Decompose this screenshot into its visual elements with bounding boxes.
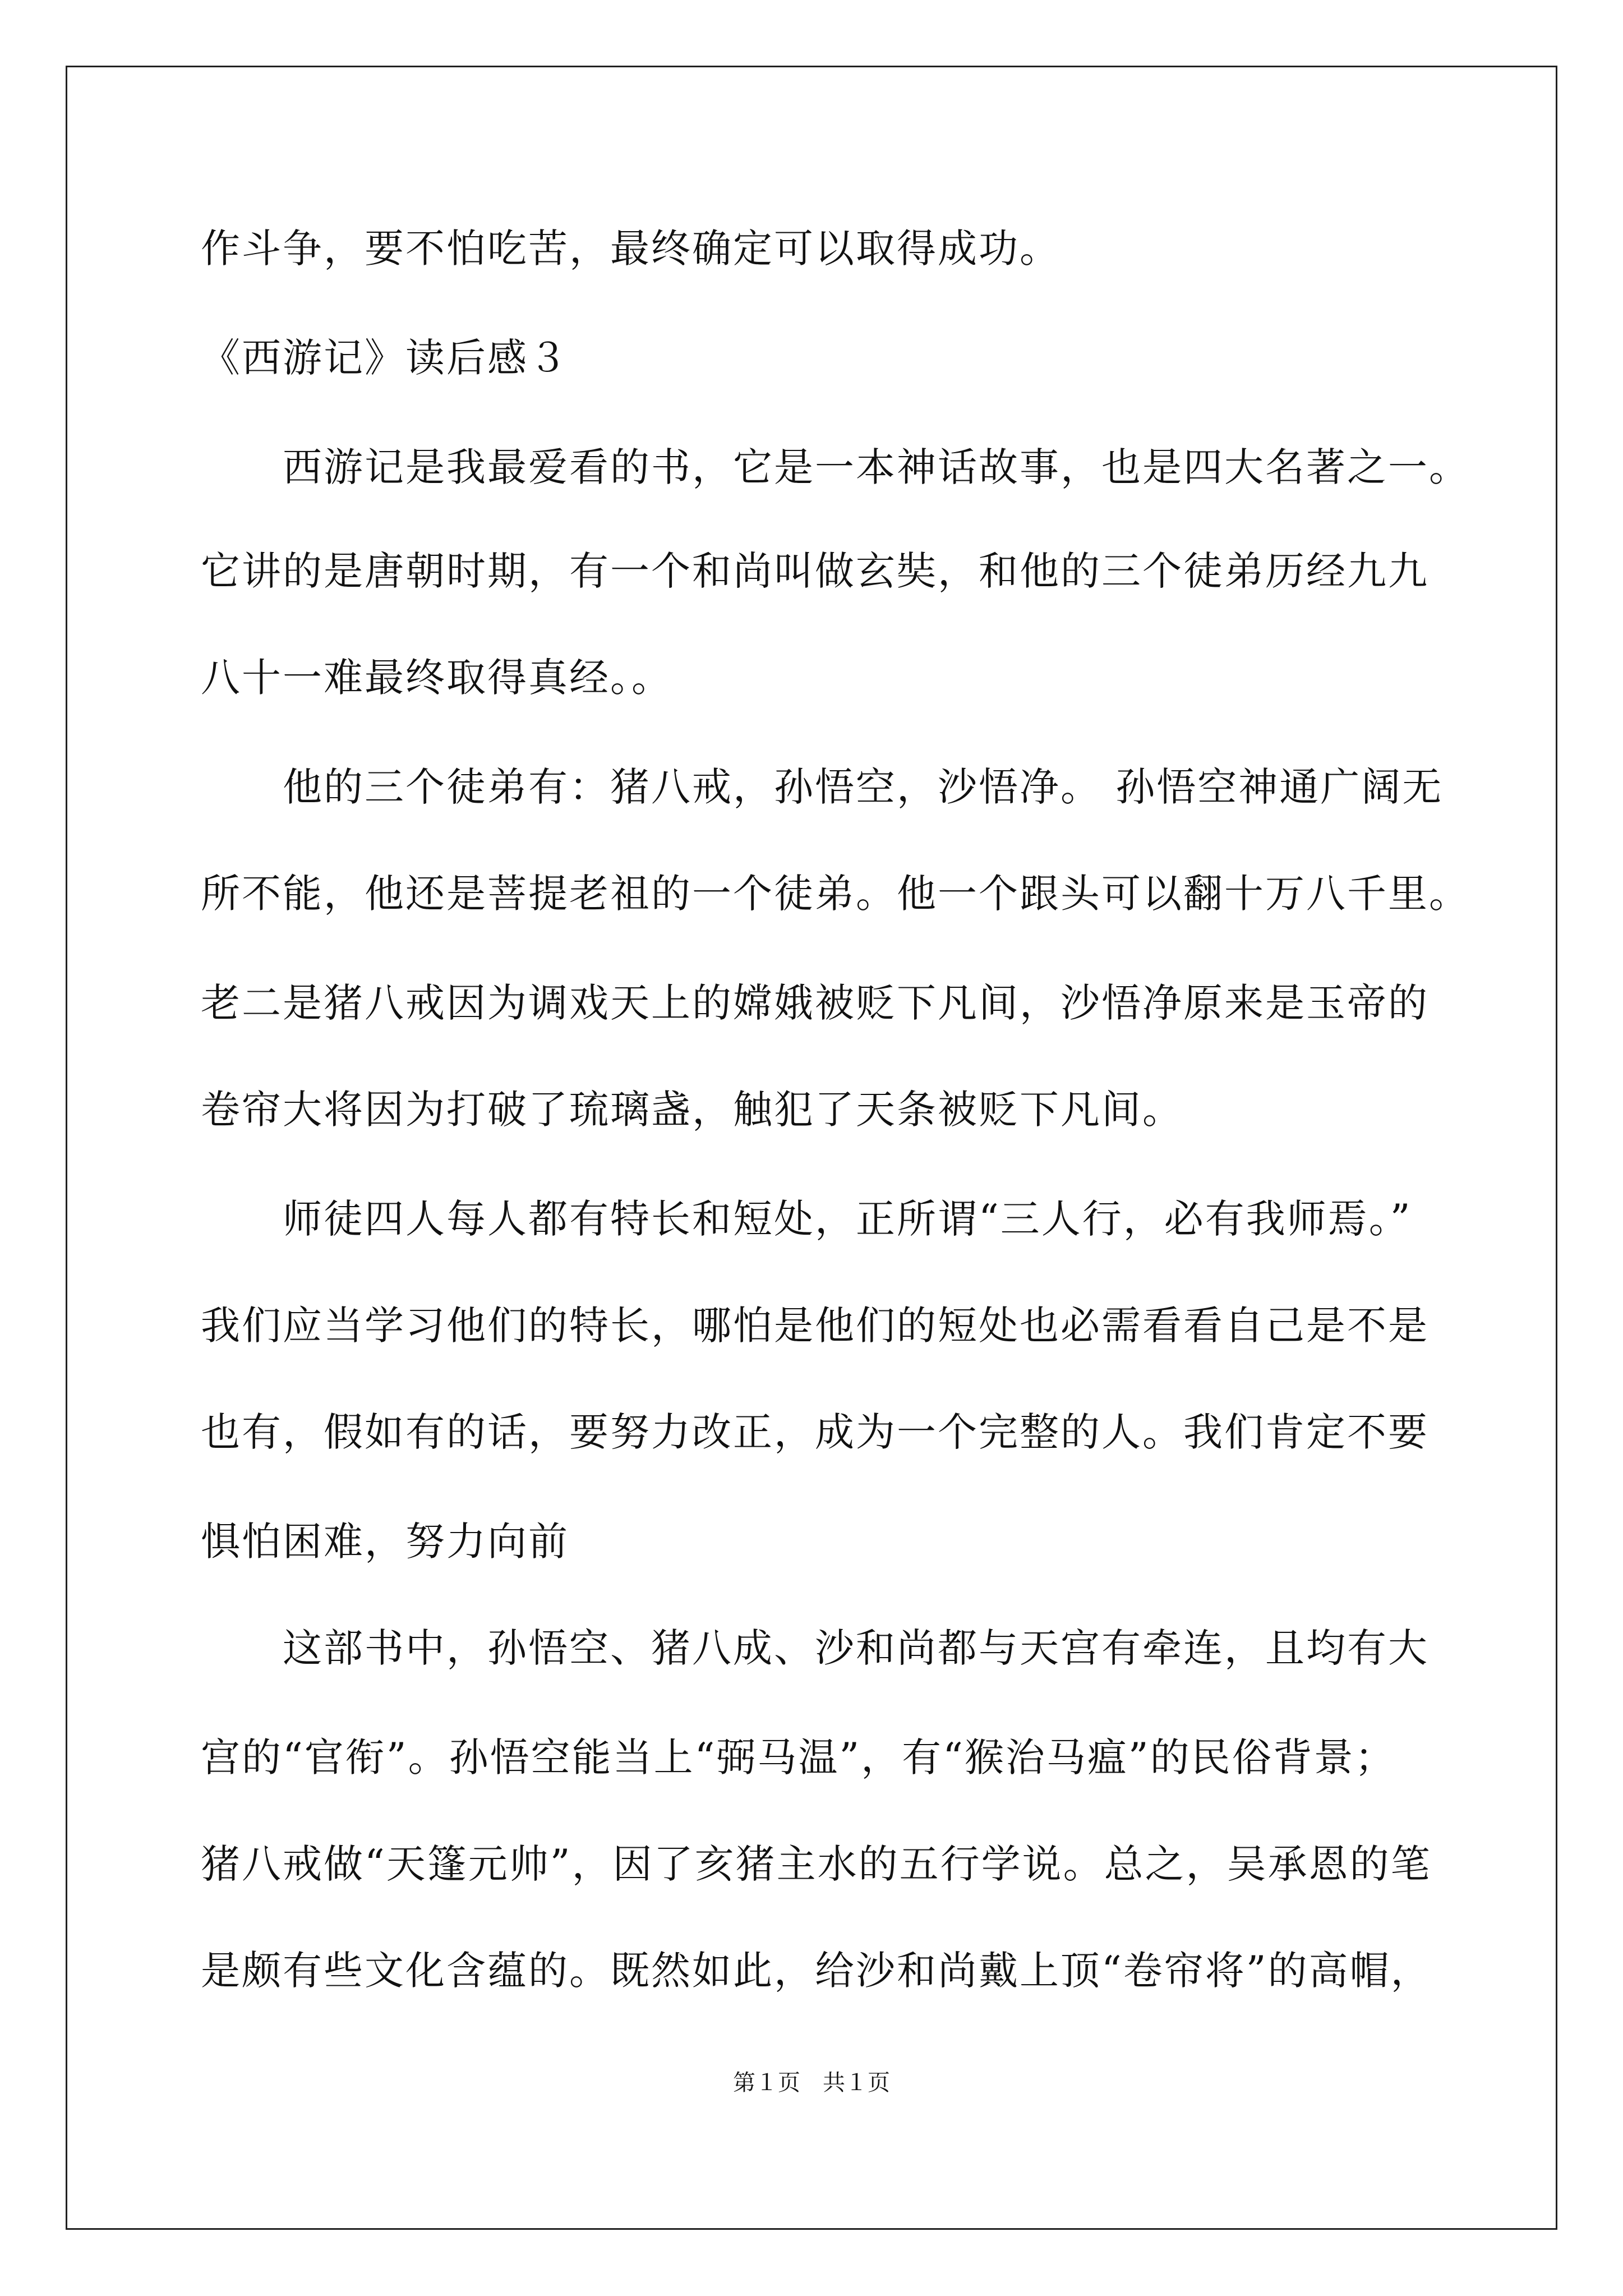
text-line: 我们应当学习他们的特长，哪怕是他们的短处也必需看看自己是不是 <box>201 1303 1429 1349</box>
text-line: 师徒四人每人都有特长和短处，正所谓“三人行，必有我师焉。” <box>201 1196 1412 1242</box>
text-line: 他的三个徒弟有：猪八戒，孙悟空，沙悟净。 孙悟空神通广阔无 <box>201 764 1444 810</box>
text-line: 是颇有些文化含蕴的。既然如此，给沙和尚戴上顶“卷帘将”的高帽， <box>201 1948 1432 1994</box>
section-heading: 《西游记》读后感３ <box>201 335 569 381</box>
text-line: 这部书中，孙悟空、猪八成、沙和尚都与天宫有牵连，且均有大 <box>201 1625 1429 1671</box>
text-line: 八十一难最终取得真经。。 <box>201 655 672 701</box>
text-line: 惧怕困难，努力向前 <box>201 1519 569 1565</box>
page-border <box>66 66 1557 2230</box>
text-line: 所不能，他还是菩提老祖的一个徒弟。他一个跟头可以翻十万八千里。 <box>201 871 1470 917</box>
text-line: 宫的“官衔”。孙悟空能当上“弼马温”，有“猴治马瘟”的民俗背景； <box>201 1734 1396 1780</box>
text-line: 它讲的是唐朝时期，有一个和尚叫做玄奘，和他的三个徒弟历经九九 <box>201 548 1429 594</box>
text-line: 也有，假如有的话，要努力改正，成为一个完整的人。我们肯定不要 <box>201 1409 1429 1455</box>
text-line: 作斗争，要不怕吃苦，最终确定可以取得成功。 <box>201 226 1061 272</box>
text-line: 猪八戒做“天篷元帅”，因了亥猪主水的五行学说。总之，吴承恩的笔 <box>201 1841 1432 1887</box>
text-line: 卷帘大将因为打破了琉璃盏，触犯了天条被贬下凡间。 <box>201 1087 1183 1133</box>
page-number: 第１页 共１页 <box>733 2070 890 2096</box>
text-line: 老二是猪八戒因为调戏天上的嫦娥被贬下凡间，沙悟净原来是玉帝的 <box>201 980 1429 1026</box>
text-line: 西游记是我最爱看的书，它是一本神话故事，也是四大名著之一。 <box>201 444 1470 490</box>
